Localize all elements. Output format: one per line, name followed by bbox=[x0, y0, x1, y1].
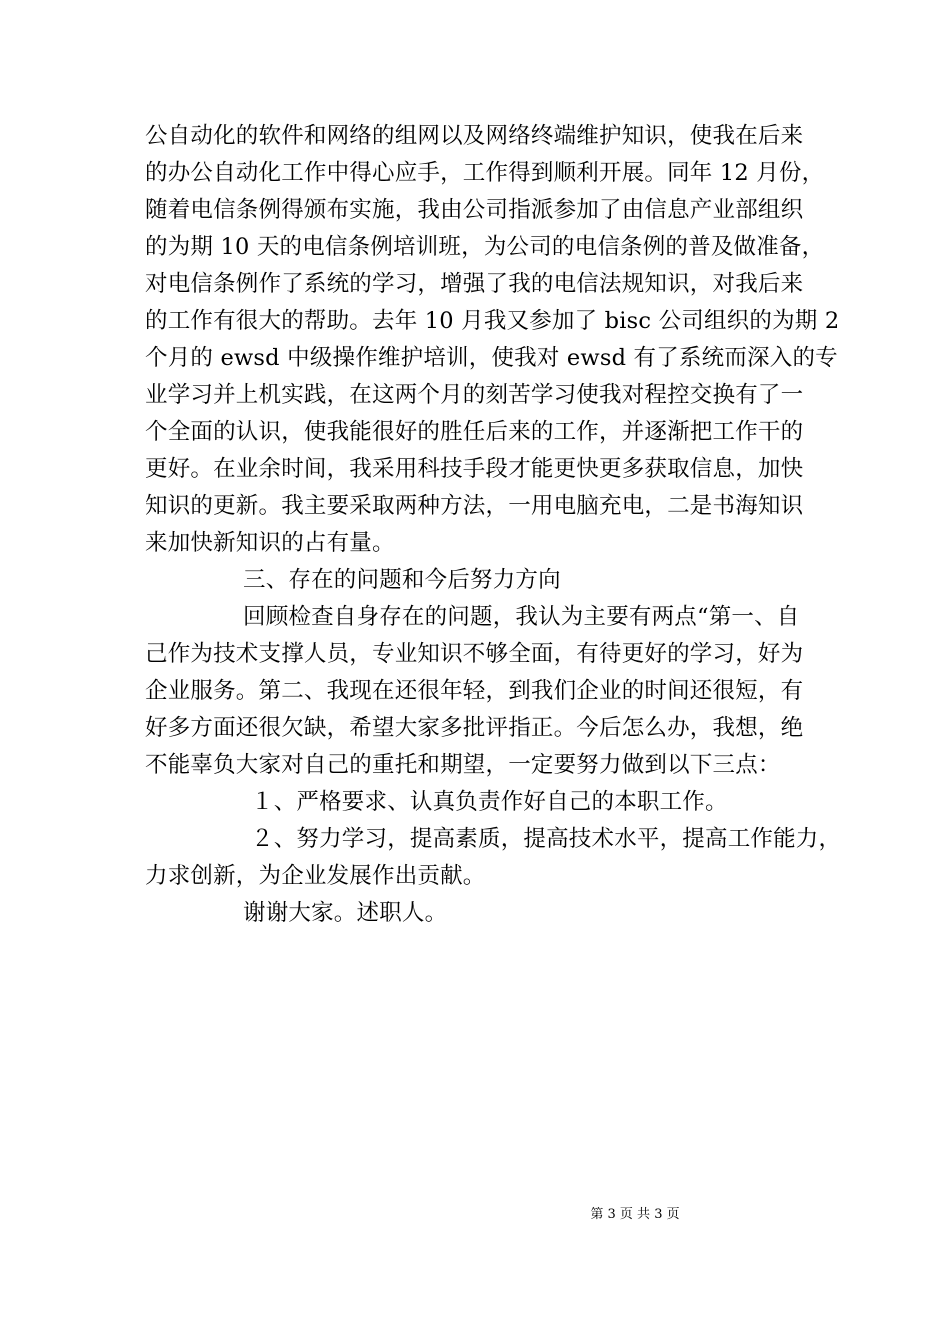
body-line: 不能辜负大家对自己的重托和期望，一定要努力做到以下三点： bbox=[145, 752, 781, 778]
body-line: 来加快新知识的占有量。 bbox=[145, 530, 395, 556]
body-line: 的为期 10 天的电信条例培训班，为公司的电信条例的普及做准备， bbox=[145, 234, 825, 260]
page-footer bbox=[0, 1203, 800, 1222]
body-line: 公自动化的软件和网络的组网以及网络终端维护知识，使我在后来 bbox=[145, 123, 804, 149]
closing-line: 谢谢大家。述职人。 bbox=[243, 900, 448, 926]
body-line: 的工作有很大的帮助。去年 10 月我又参加了 bisc 公司组织的为期 2 bbox=[145, 308, 840, 334]
body-line: 企业服务。第二、我现在还很年轻，到我们企业的时间还很短，有 bbox=[145, 678, 804, 704]
body-line: 个月的 ewsd 中级操作维护培训，使我对 ewsd 有了系统而深入的专 bbox=[145, 345, 838, 371]
section-heading: 三、存在的问题和今后努力方向 bbox=[243, 567, 561, 593]
body-line: 的办公自动化工作中得心应手，工作得到顺利开展。同年 12 月份， bbox=[145, 160, 825, 186]
body-line: 好多方面还很欠缺，希望大家多批评指正。今后怎么办，我想，绝 bbox=[145, 715, 804, 741]
body-line: 更好。在业余时间，我采用科技手段才能更快更多获取信息，加快 bbox=[145, 456, 804, 482]
body-line: 己作为技术支撑人员，专业知识不够全面，有待更好的学习，好为 bbox=[145, 641, 804, 667]
body-line: 力求创新，为企业发展作出贡献。 bbox=[145, 863, 486, 889]
body-line: 业学习并上机实践，在这两个月的刻苦学习使我对程控交换有了一 bbox=[145, 382, 804, 408]
body-line: 知识的更新。我主要采取两种方法，一用电脑充电，二是书海知识 bbox=[145, 493, 804, 519]
body-line: 对电信条例作了系统的学习，增强了我的电信法规知识，对我后来 bbox=[145, 271, 804, 297]
body-line: 随着电信条例得颁布实施，我由公司指派参加了由信息产业部组织 bbox=[145, 197, 804, 223]
body-line: 回顾检查自身存在的问题，我认为主要有两点“第一、自 bbox=[243, 604, 800, 630]
page-number-label: 第 3 页 共 3 页 bbox=[590, 1207, 680, 1222]
list-item: １、严格要求、认真负责作好自己的本职工作。 bbox=[251, 789, 728, 815]
document-body bbox=[145, 118, 842, 932]
list-item: ２、努力学习，提高素质，提高技术水平，提高工作能力， bbox=[251, 826, 842, 852]
body-line: 个全面的认识，使我能很好的胜任后来的工作，并逐渐把工作干的 bbox=[145, 419, 804, 445]
